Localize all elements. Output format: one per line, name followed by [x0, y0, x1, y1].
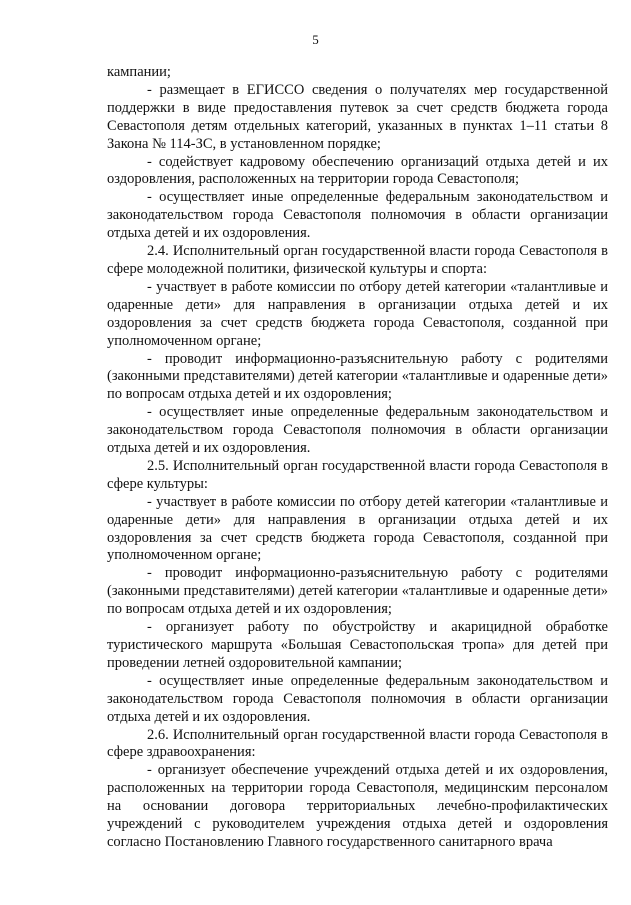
paragraph: кампании; — [107, 64, 171, 80]
paragraph: - организует обеспечение учреждений отдыха детей и их оздоровления, расположенных на территории города Севастополя, медицинским персоналом на основании договора территориальных лечебно-профилактических учреждений с руководителем учреждения отдыха детей и оздоровления согласно Постановлению Главного государственного санитарного врача — [107, 762, 608, 850]
paragraph: 2.5. Исполнительный орган государственной власти города Севастополя в сфере культуры: — [107, 457, 608, 492]
paragraph: - организует работу по обустройству и акарицидной обработке туристического маршрута «Большая Севастопольская тропа» для детей при проведении летней оздоровительной кампании; — [107, 619, 608, 671]
document-body — [107, 64, 608, 852]
paragraph: - содействует кадровому обеспечению организаций отдыха детей и их оздоровления, расположенных на территории города Севастополя; — [107, 153, 608, 188]
page-number: 5 — [312, 32, 319, 47]
paragraph: - осуществляет иные определенные федеральным законодательством и законодательством города Севастополя полномочия в области организации отдыха детей и их оздоровления. — [107, 189, 608, 242]
paragraph: - осуществляет иные определенные федеральным законодательством и законодательством города Севастополя полномочия в области организации отдыха детей и их оздоровления. — [107, 672, 608, 725]
paragraph: 2.6. Исполнительный орган государственной власти города Севастополя в сфере здравоохранения: — [107, 726, 608, 761]
paragraph: - размещает в ЕГИССО сведения о получателях мер государственной поддержки в виде предоставления путевок за счет средств бюджета города Севастополя детям отдельных категорий, указанных в пунктах 1–11 статьи 8 Закона № 114-ЗС, в установленном порядке; — [107, 81, 608, 152]
paragraph: 2.4. Исполнительный орган государственной власти города Севастополя в сфере молодежной политики, физической культуры и спорта: — [107, 243, 608, 277]
paragraph: - проводит информационно-разъяснительную работу с родителями (законными представителями) детей категории «талантливые и одаренные дети» по вопросам отдыха детей и их оздоровления; — [107, 565, 608, 618]
paragraph: - участвует в работе комиссии по отбору детей категории «талантливые и одаренные дети» для направления в организации отдыха детей и их оздоровления за счет средств бюджета города Севастополя, созданной при уполномоченном органе; — [107, 493, 608, 564]
paragraph: - осуществляет иные определенные федеральным законодательством и законодательством города Севастополя полномочия в области организации отдыха детей и их оздоровления. — [107, 404, 608, 457]
paragraph: - проводит информационно-разъяснительную работу с родителями (законными представителями) детей категории «талантливые и одаренные дети» по вопросам отдыха детей и их оздоровления; — [107, 350, 608, 403]
paragraph: - участвует в работе комиссии по отбору детей категории «талантливые и одаренные дети» для направления в организации отдыха детей и их оздоровления за счет средств бюджета города Севастополя, созданной при уполномоченном органе; — [107, 278, 608, 349]
